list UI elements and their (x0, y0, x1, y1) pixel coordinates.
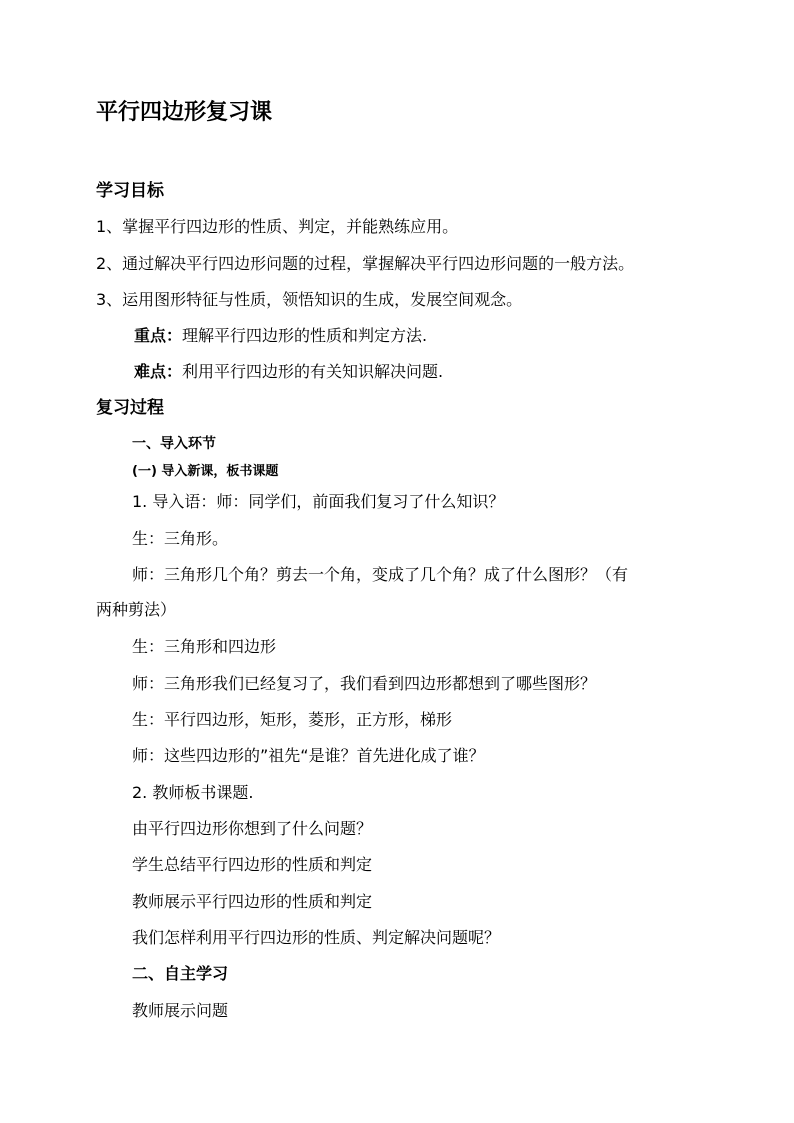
difficult-point (134, 362, 443, 382)
body-line: 两种剪法） (96, 600, 177, 619)
difficult-text: 利用平行四边形的有关知识解决问题. (182, 362, 444, 381)
difficult-label: 难点： (134, 362, 183, 381)
key-point (134, 326, 427, 346)
goal-item: 1、掌握平行四边形的性质、判定，并能熟练应用。 (96, 217, 459, 236)
body-line: 教师展示问题 (132, 1001, 229, 1020)
document-title: 平行四边形复习课 (96, 100, 273, 125)
key-label: 重点： (134, 326, 183, 345)
body-line: 学生总结平行四边形的性质和判定 (132, 855, 373, 874)
body-line: 生：三角形。 (132, 529, 229, 548)
key-text: 理解平行四边形的性质和判定方法. (182, 326, 428, 345)
goal-item: 2、通过解决平行四边形问题的过程，掌握解决平行四边形问题的一般方法。 (96, 254, 635, 273)
body-line: 生：平行四边形，矩形，菱形，正方形，梯形 (132, 710, 453, 729)
process-heading: 复习过程 (96, 398, 164, 418)
sub1-heading: (一) 导入新课，板书课题 (132, 464, 279, 479)
body-line: 师：三角形我们已经复习了，我们看到四边形都想到了哪些图形？ (132, 674, 597, 693)
body-line: 生：三角形和四边形 (132, 637, 277, 656)
goal-item: 3、运用图形特征与性质，领悟知识的生成，发展空间观念。 (96, 290, 523, 309)
body-line: 2. 教师板书课题. (132, 783, 254, 802)
goals-heading: 学习目标 (96, 181, 164, 201)
body-line: 教师展示平行四边形的性质和判定 (132, 892, 373, 911)
body-line: 1. 导入语：师：同学们，前面我们复习了什么知识？ (132, 492, 505, 511)
body-line: 由平行四边形你想到了什么问题？ (132, 819, 373, 838)
body-line: 师：这些四边形的”祖先“是谁？首先进化成了谁？ (132, 746, 485, 765)
section1-heading: 一、导入环节 (132, 436, 216, 452)
section2-heading: 二、自主学习 (132, 964, 229, 983)
body-line: 师：三角形几个角？剪去一个角，变成了几个角？成了什么图形？（有 (132, 565, 629, 584)
body-line: 我们怎样利用平行四边形的性质、判定解决问题呢？ (132, 928, 501, 947)
